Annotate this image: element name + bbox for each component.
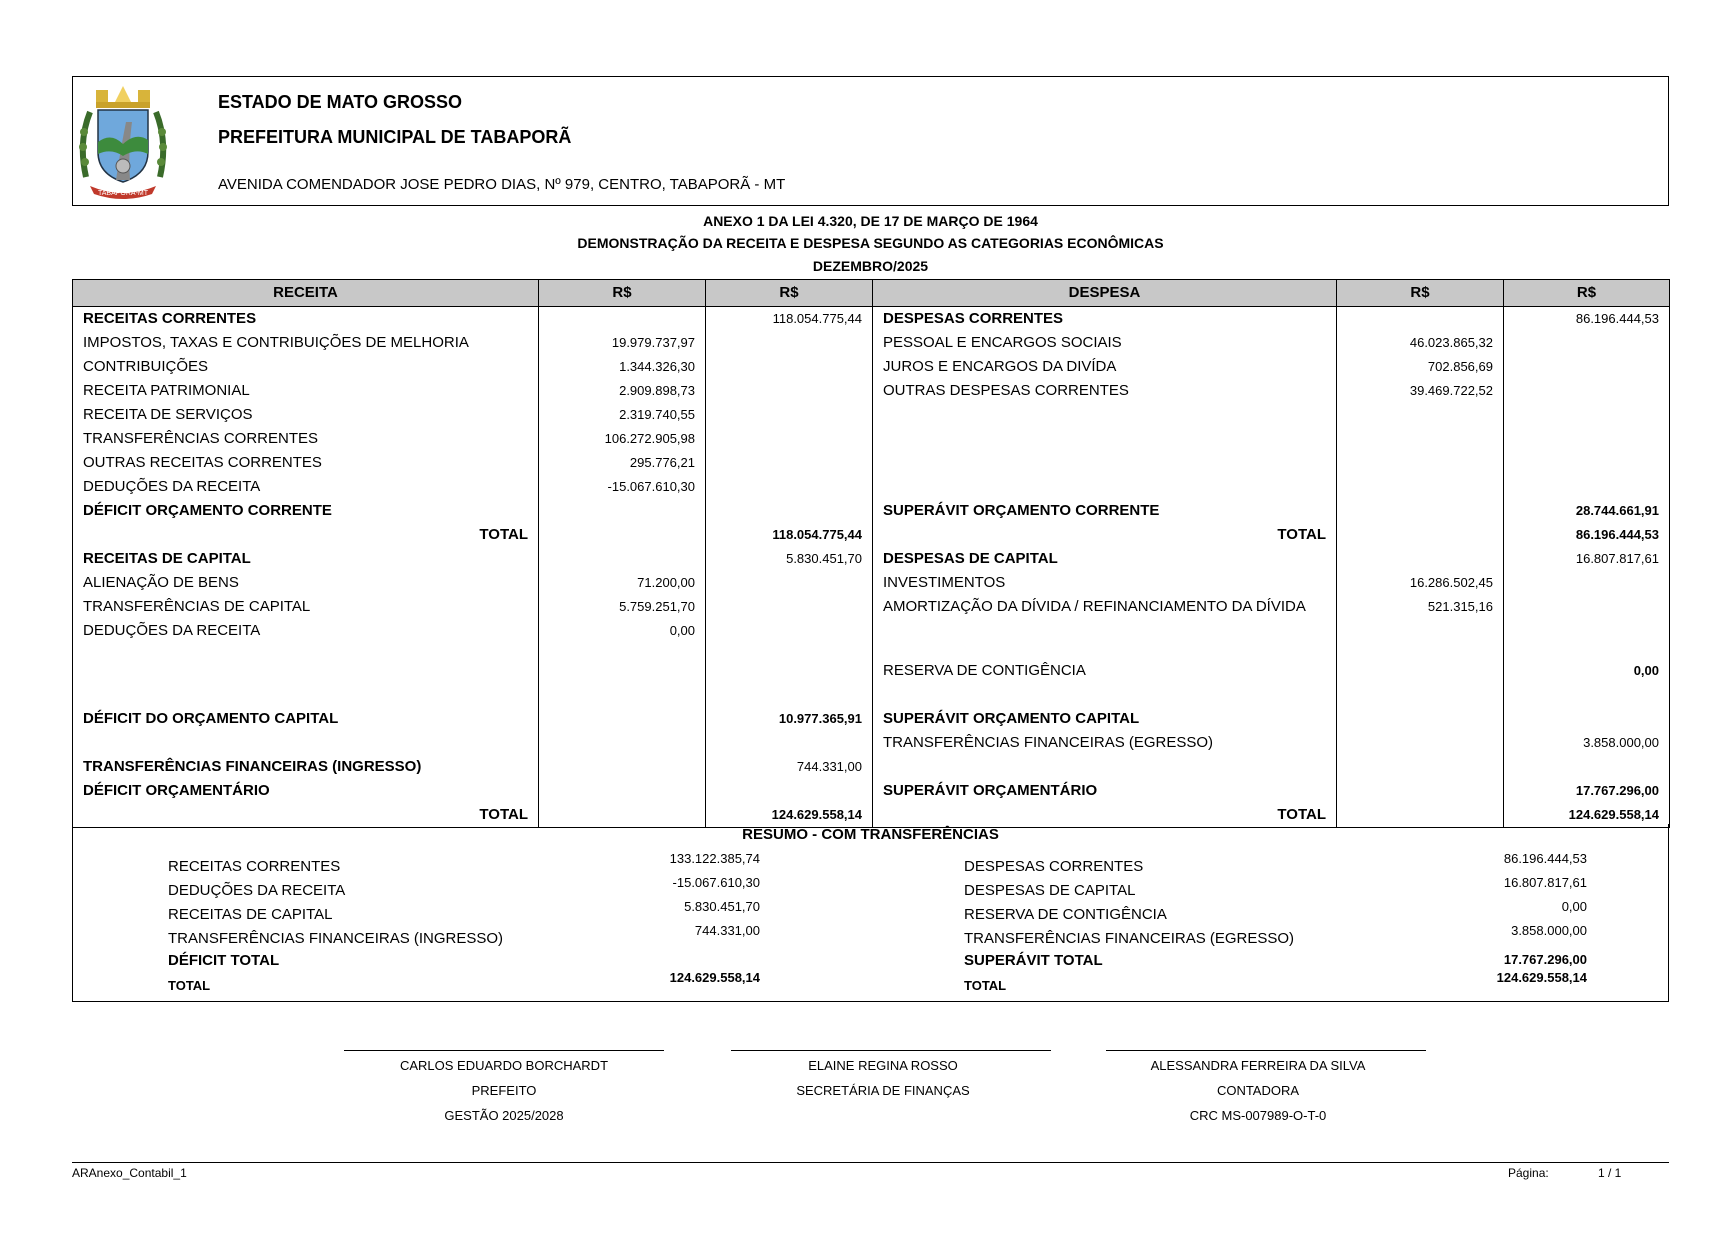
table-row xyxy=(73,523,1670,547)
page-number: 1 / 1 xyxy=(1598,1166,1622,1180)
despesa-detail-value: 46.023.865,32 xyxy=(1337,331,1504,355)
municipal-coat-of-arms-logo xyxy=(76,82,170,200)
despesa-subtotal-value xyxy=(1504,451,1670,475)
despesa-subtotal-value: 28.744.661,91 xyxy=(1504,499,1670,523)
despesa-subtotal-value: 16.807.817,61 xyxy=(1504,547,1670,571)
receita-label: RECEITAS DE CAPITAL xyxy=(73,547,539,571)
despesa-subtotal-value xyxy=(1504,683,1670,707)
report-id: ARAnexo_Contabil_1 xyxy=(72,1166,187,1180)
summary-right-value: 124.629.558,14 xyxy=(1496,970,1587,985)
receita-subtotal-value xyxy=(706,475,873,499)
summary-right-value: 17.767.296,00 xyxy=(1503,952,1587,967)
summary-left-value: 5.830.451,70 xyxy=(684,899,760,914)
receita-label xyxy=(73,683,539,707)
receita-label: TRANSFERÊNCIAS DE CAPITAL xyxy=(73,595,539,619)
despesa-detail-value xyxy=(1337,779,1504,803)
receita-label: DEDUÇÕES DA RECEITA xyxy=(73,619,539,643)
total-label: TOTAL xyxy=(73,523,539,547)
col-header-rs: R$ xyxy=(1337,280,1504,307)
receita-label: DEDUÇÕES DA RECEITA xyxy=(73,475,539,499)
despesa-subtotal-value: 3.858.000,00 xyxy=(1504,731,1670,755)
signature-term: GESTÃO 2025/2028 xyxy=(444,1108,564,1123)
despesa-subtotal-value: 86.196.444,53 xyxy=(1504,307,1670,332)
receita-detail-value: 71.200,00 xyxy=(539,571,706,595)
summary-left-label: RECEITAS CORRENTES xyxy=(168,858,341,875)
table-row xyxy=(73,451,1670,475)
col-header-rs: R$ xyxy=(539,280,706,307)
despesa-subtotal-value: 124.629.558,14 xyxy=(1504,803,1670,828)
despesa-detail-value xyxy=(1337,427,1504,451)
receita-detail-value: 19.979.737,97 xyxy=(539,331,706,355)
summary-right-label: DESPESAS CORRENTES xyxy=(964,858,1144,875)
col-header-receita: RECEITA xyxy=(73,280,539,307)
total-label: TOTAL xyxy=(873,523,1337,547)
receita-detail-value xyxy=(539,731,706,755)
despesa-subtotal-value xyxy=(1504,619,1670,643)
table-row xyxy=(73,547,1670,571)
receita-subtotal-value: 118.054.775,44 xyxy=(706,523,873,547)
despesa-subtotal-value xyxy=(1504,403,1670,427)
receita-label: RECEITAS CORRENTES xyxy=(73,307,539,332)
despesa-detail-value xyxy=(1337,403,1504,427)
despesa-detail-value: 16.286.502,45 xyxy=(1337,571,1504,595)
despesa-label: PESSOAL E ENCARGOS SOCIAIS xyxy=(873,331,1337,355)
despesa-detail-value xyxy=(1337,643,1504,683)
col-header-despesa: DESPESA xyxy=(873,280,1337,307)
signature-crc: CRC MS-007989-O-T-0 xyxy=(1189,1108,1327,1123)
receita-subtotal-value xyxy=(706,499,873,523)
despesa-label: AMORTIZAÇÃO DA DÍVIDA / REFINANCIAMENTO DA DÍVIDA xyxy=(873,595,1337,619)
summary-left-label: DÉFICIT TOTAL xyxy=(168,952,280,969)
receita-label: DÉFICIT ORÇAMENTÁRIO xyxy=(73,779,539,803)
receita-detail-value xyxy=(539,547,706,571)
summary-right-value: 0,00 xyxy=(1561,899,1587,914)
page-label: Página: xyxy=(1508,1166,1549,1180)
signature-name: ALESSANDRA FERREIRA DA SILVA xyxy=(1150,1058,1366,1073)
summary-right-label: RESERVA DE CONTIGÊNCIA xyxy=(964,906,1167,923)
receita-detail-value xyxy=(539,707,706,731)
receita-detail-value: 106.272.905,98 xyxy=(539,427,706,451)
receita-label: DÉFICIT ORÇAMENTO CORRENTE xyxy=(73,499,539,523)
summary-left-label: TOTAL xyxy=(168,978,211,993)
receita-label: TRANSFERÊNCIAS FINANCEIRAS (INGRESSO) xyxy=(73,755,539,779)
signature-name: ELAINE REGINA ROSSO xyxy=(808,1058,958,1073)
receita-label: RECEITA DE SERVIÇOS xyxy=(73,403,539,427)
despesa-subtotal-value xyxy=(1504,707,1670,731)
despesa-subtotal-value xyxy=(1504,379,1670,403)
summary-right-label: TOTAL xyxy=(964,978,1007,993)
summary-left-label: TRANSFERÊNCIAS FINANCEIRAS (INGRESSO) xyxy=(168,930,504,947)
despesa-label: JUROS E ENCARGOS DA DIVÍDA xyxy=(873,355,1337,379)
receita-subtotal-value xyxy=(706,595,873,619)
receita-label: ALIENAÇÃO DE BENS xyxy=(73,571,539,595)
despesa-label xyxy=(873,683,1337,707)
table-row xyxy=(73,731,1670,755)
despesa-subtotal-value: 17.767.296,00 xyxy=(1504,779,1670,803)
summary-left-value: 133.122.385,74 xyxy=(669,851,760,866)
despesa-detail-value: 702.856,69 xyxy=(1337,355,1504,379)
despesa-detail-value xyxy=(1337,547,1504,571)
despesa-label xyxy=(873,755,1337,779)
despesa-subtotal-value xyxy=(1504,571,1670,595)
footer-divider xyxy=(72,1162,1669,1163)
receita-detail-value xyxy=(539,643,706,683)
despesa-label xyxy=(873,403,1337,427)
receita-detail-value xyxy=(539,523,706,547)
summary-right-value: 16.807.817,61 xyxy=(1503,875,1587,890)
receita-subtotal-value xyxy=(706,451,873,475)
table-row xyxy=(73,475,1670,499)
despesa-label: SUPERÁVIT ORÇAMENTÁRIO xyxy=(873,779,1337,803)
revenue-expense-table xyxy=(72,279,1670,828)
prefeitura-name: PREFEITURA MUNICIPAL DE TABAPORÃ xyxy=(218,127,572,147)
table-row xyxy=(73,683,1670,707)
signature-line xyxy=(344,1050,664,1051)
table-row xyxy=(73,355,1670,379)
col-header-rs: R$ xyxy=(706,280,873,307)
receita-label: IMPOSTOS, TAXAS E CONTRIBUIÇÕES DE MELHORIA xyxy=(73,331,539,355)
title-period: DEZEMBRO/2025 xyxy=(812,258,929,274)
despesa-label: DESPESAS DE CAPITAL xyxy=(873,547,1337,571)
table-row xyxy=(73,595,1670,619)
summary-right-label: DESPESAS DE CAPITAL xyxy=(964,882,1136,899)
table-row xyxy=(73,331,1670,355)
despesa-label: SUPERÁVIT ORÇAMENTO CORRENTE xyxy=(873,499,1337,523)
receita-detail-value: 1.344.326,30 xyxy=(539,355,706,379)
receita-detail-value: -15.067.610,30 xyxy=(539,475,706,499)
receita-subtotal-value xyxy=(706,403,873,427)
state-name: ESTADO DE MATO GROSSO xyxy=(218,92,463,112)
table-row xyxy=(73,379,1670,403)
despesa-detail-value xyxy=(1337,475,1504,499)
total-label: TOTAL xyxy=(873,803,1337,828)
title-annex: ANEXO 1 DA LEI 4.320, DE 17 DE MARÇO DE 1964 xyxy=(703,213,1038,229)
receita-subtotal-value xyxy=(706,643,873,683)
summary-left-label: RECEITAS DE CAPITAL xyxy=(168,906,333,923)
table-row xyxy=(73,307,1670,332)
table-row xyxy=(73,571,1670,595)
table-row xyxy=(73,403,1670,427)
despesa-label xyxy=(873,619,1337,643)
receita-label: CONTRIBUIÇÕES xyxy=(73,355,539,379)
receita-label: TRANSFERÊNCIAS CORRENTES xyxy=(73,427,539,451)
receita-subtotal-value: 5.830.451,70 xyxy=(706,547,873,571)
signature-name: CARLOS EDUARDO BORCHARDT xyxy=(399,1058,609,1073)
signature-role: SECRETÁRIA DE FINANÇAS xyxy=(796,1083,970,1098)
receita-subtotal-value xyxy=(706,619,873,643)
despesa-subtotal-value xyxy=(1504,475,1670,499)
receita-detail-value xyxy=(539,755,706,779)
receita-label: DÉFICIT DO ORÇAMENTO CAPITAL xyxy=(73,707,539,731)
despesa-label: SUPERÁVIT ORÇAMENTO CAPITAL xyxy=(873,707,1337,731)
receita-subtotal-value xyxy=(706,331,873,355)
despesa-label: TRANSFERÊNCIAS FINANCEIRAS (EGRESSO) xyxy=(873,731,1337,755)
despesa-detail-value xyxy=(1337,499,1504,523)
despesa-label: RESERVA DE CONTIGÊNCIA xyxy=(873,643,1337,683)
receita-detail-value: 2.319.740,55 xyxy=(539,403,706,427)
summary-left-label: DEDUÇÕES DA RECEITA xyxy=(168,882,346,899)
signature-role: CONTADORA xyxy=(1216,1083,1300,1098)
despesa-label xyxy=(873,475,1337,499)
summary-right-value: 86.196.444,53 xyxy=(1503,851,1587,866)
svg-text:TABAPORÃ-MT: TABAPORÃ-MT xyxy=(97,190,149,197)
receita-label xyxy=(73,643,539,683)
receita-subtotal-value: 118.054.775,44 xyxy=(706,307,873,332)
despesa-subtotal-value: 0,00 xyxy=(1504,643,1670,683)
table-header-row xyxy=(73,280,1670,307)
despesa-label xyxy=(873,427,1337,451)
despesa-detail-value xyxy=(1337,619,1504,643)
table-row xyxy=(73,619,1670,643)
receita-detail-value: 2.909.898,73 xyxy=(539,379,706,403)
despesa-label xyxy=(873,451,1337,475)
receita-subtotal-value: 10.977.365,91 xyxy=(706,707,873,731)
table-row xyxy=(73,427,1670,451)
despesa-subtotal-value xyxy=(1504,331,1670,355)
despesa-detail-value xyxy=(1337,683,1504,707)
despesa-subtotal-value: 86.196.444,53 xyxy=(1504,523,1670,547)
address: AVENIDA COMENDADOR JOSE PEDRO DIAS, Nº 979, CENTRO, TABAPORÃ - MT xyxy=(218,176,786,193)
receita-subtotal-value xyxy=(706,379,873,403)
receita-detail-value xyxy=(539,499,706,523)
receita-label: OUTRAS RECEITAS CORRENTES xyxy=(73,451,539,475)
total-label: TOTAL xyxy=(73,803,539,828)
summary-title: RESUMO - COM TRANSFERÊNCIAS xyxy=(742,826,999,843)
despesa-detail-value: 39.469.722,52 xyxy=(1337,379,1504,403)
signature-line xyxy=(731,1050,1051,1051)
table-row xyxy=(73,499,1670,523)
table-row xyxy=(73,755,1670,779)
despesa-detail-value xyxy=(1337,523,1504,547)
receita-subtotal-value xyxy=(706,355,873,379)
summary-right-label: SUPERÁVIT TOTAL xyxy=(964,952,1103,969)
receita-detail-value: 295.776,21 xyxy=(539,451,706,475)
col-header-rs: R$ xyxy=(1504,280,1670,307)
despesa-detail-value xyxy=(1337,307,1504,332)
receita-subtotal-value xyxy=(706,731,873,755)
despesa-detail-value xyxy=(1337,755,1504,779)
title-demonstration: DEMONSTRAÇÃO DA RECEITA E DESPESA SEGUNDO AS CATEGORIAS ECONÔMICAS xyxy=(577,235,1164,251)
signature-line xyxy=(1106,1050,1426,1051)
despesa-detail-value: 521.315,16 xyxy=(1337,595,1504,619)
receita-subtotal-value xyxy=(706,427,873,451)
receita-subtotal-value xyxy=(706,683,873,707)
despesa-subtotal-value xyxy=(1504,755,1670,779)
receita-label xyxy=(73,731,539,755)
table-row xyxy=(73,643,1670,683)
signature-role: PREFEITO xyxy=(471,1083,537,1098)
receita-detail-value: 5.759.251,70 xyxy=(539,595,706,619)
despesa-label: OUTRAS DESPESAS CORRENTES xyxy=(873,379,1337,403)
table-row xyxy=(73,707,1670,731)
despesa-label: DESPESAS CORRENTES xyxy=(873,307,1337,332)
despesa-detail-value xyxy=(1337,731,1504,755)
receita-detail-value xyxy=(539,779,706,803)
despesa-subtotal-value xyxy=(1504,427,1670,451)
receita-detail-value xyxy=(539,683,706,707)
summary-left-value: 124.629.558,14 xyxy=(669,970,760,985)
despesa-detail-value xyxy=(1337,707,1504,731)
despesa-detail-value xyxy=(1337,451,1504,475)
receita-subtotal-value xyxy=(706,779,873,803)
receita-detail-value: 0,00 xyxy=(539,619,706,643)
receita-label: RECEITA PATRIMONIAL xyxy=(73,379,539,403)
summary-right-value: 3.858.000,00 xyxy=(1511,923,1587,938)
despesa-label: INVESTIMENTOS xyxy=(873,571,1337,595)
summary-left-value: -15.067.610,30 xyxy=(672,875,760,890)
despesa-subtotal-value xyxy=(1504,595,1670,619)
receita-subtotal-value: 744.331,00 xyxy=(706,755,873,779)
despesa-subtotal-value xyxy=(1504,355,1670,379)
summary-left-value: 744.331,00 xyxy=(694,923,760,938)
table-row xyxy=(73,779,1670,803)
receita-detail-value xyxy=(539,307,706,332)
receita-subtotal-value xyxy=(706,571,873,595)
receita-subtotal-value: 124.629.558,14 xyxy=(706,803,873,828)
summary-right-label: TRANSFERÊNCIAS FINANCEIRAS (EGRESSO) xyxy=(964,930,1295,947)
